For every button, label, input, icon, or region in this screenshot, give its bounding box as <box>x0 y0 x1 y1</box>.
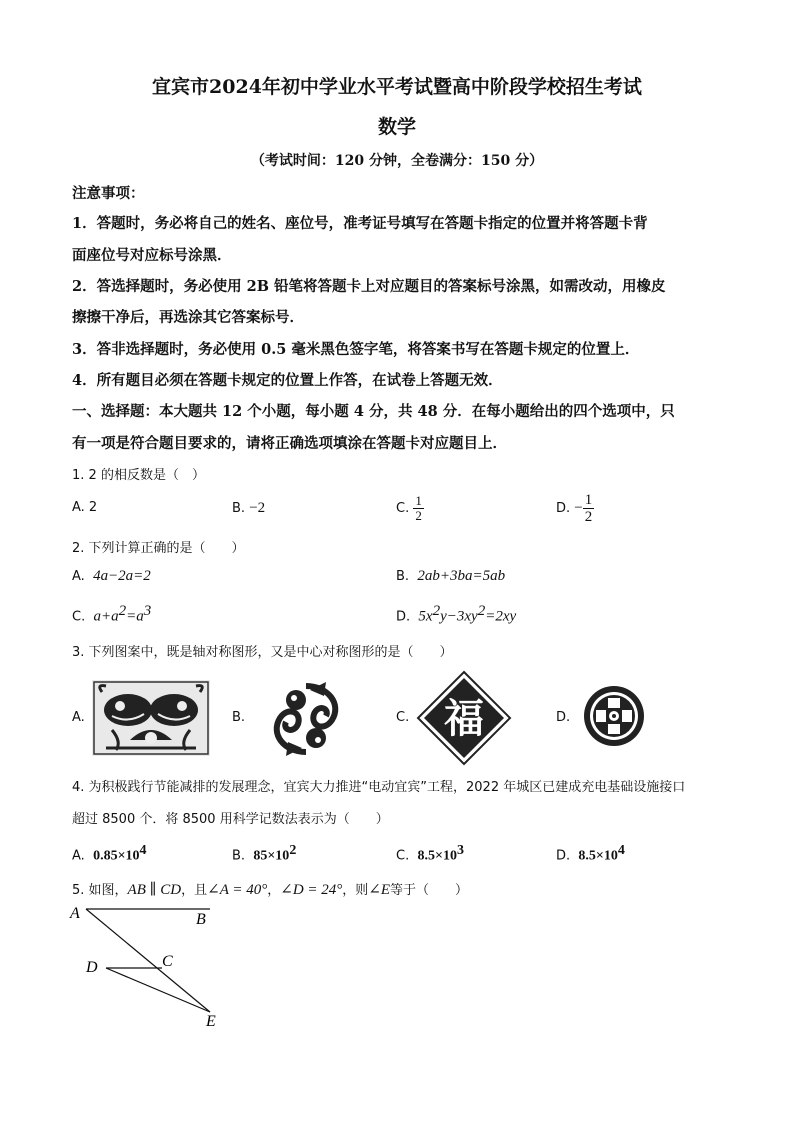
label-a: A <box>70 905 80 922</box>
q2-option-d: D. $5x^2y-3xy^2=2xy$ <box>396 603 517 625</box>
q4-option-d: D. $8.5\times 10^4$ <box>556 843 625 864</box>
section-1-line-1: 一、选择题：本大题共 12 个小题，每小题 4 分，共 48 分．在每小题给出的四个选项中，只 <box>72 403 675 420</box>
q1-option-c: C. $\frac{1}{2}$ <box>396 493 422 523</box>
note-4: 4．所有题目必须在答题卡规定的位置上作答，在试卷上答题无效． <box>72 372 503 389</box>
q4-option-a: A. $0.85\times 10^4$ <box>72 843 147 864</box>
exam-title: 宜宾市2024年初中学业水平考试暨高中阶段学校招生考试 <box>152 76 642 98</box>
fu-character-text: 福 <box>444 695 484 742</box>
q5-geometry-figure <box>66 902 226 1028</box>
subject-title: 数学 <box>377 116 416 138</box>
q2-option-b: B. 2ab+3ba=5ab <box>396 568 506 584</box>
q2-option-c: C. $a+a^2=a^3$ <box>72 603 152 625</box>
q2-stem: 2. 下列计算正确的是（ ） <box>72 541 245 556</box>
q1-option-d: D. − $\frac{1}{2}$ <box>556 492 593 525</box>
q1-stem: 1. 2 的相反数是（ ） <box>72 468 205 483</box>
section-1-line-2: 有一项是符合题目要求的，请将正确选项填涂在答题卡对应题目上． <box>72 435 507 452</box>
q4-stem-line-1: 4. 为积极践行节能减排的发展理念，宜宾大力推进“电动宜宾”工程，2022 年城区已建成充电基础设施接口 <box>72 780 686 795</box>
papercut-swirl-fish-image <box>266 680 346 758</box>
q4-option-c: C. $8.5\times 10^3$ <box>396 843 464 864</box>
q4-option-b: B. $85\times 10^2$ <box>232 843 297 864</box>
fu-character-diamond-image <box>416 670 512 766</box>
note-1-line-2: 面座位号对应标号涂黑． <box>72 247 232 264</box>
note-1-line-1: 1．答题时，务必将自己的姓名、座位号，准考证号填写在答题卡指定的位置并将答题卡背 <box>72 215 648 232</box>
label-d: D <box>86 959 98 976</box>
q3-option-a-label: A. <box>72 710 85 725</box>
note-3: 3．答非选择题时，务必使用 0.5 毫米黑色签字笔，将答案书写在答题卡规定的位置上． <box>72 341 640 358</box>
q3-option-c-label: C. <box>396 710 410 725</box>
label-e: E <box>206 1013 216 1028</box>
note-2-line-2: 擦擦干净后，再选涂其它答案标号． <box>72 309 304 326</box>
segment-ae <box>86 909 210 1012</box>
q3-option-d-label: D. <box>556 710 571 725</box>
q1-option-a: A. 2 <box>72 500 98 515</box>
q2-option-a: A. 4a−2a=2 <box>72 568 151 584</box>
segment-de <box>106 968 210 1012</box>
q5-stem: 5. 如图，AB ∥ CD，且∠A = 40°，∠D = 24°，则∠E等于（ ） <box>72 882 469 898</box>
label-b: B <box>196 911 206 928</box>
q3-option-b-label: B. <box>232 710 246 725</box>
q1-option-b: B. −2 <box>232 500 266 516</box>
exam-info: （考试时间：120 分钟，全卷满分：150 分） <box>250 153 544 169</box>
q4-stem-line-2: 超过 8500 个．将 8500 用科学记数法表示为（ ） <box>72 812 389 827</box>
papercut-fish-pair-image <box>92 680 210 756</box>
label-c: C <box>162 953 173 970</box>
round-medallion-image <box>582 684 646 748</box>
q3-stem: 3. 下列图案中，既是轴对称图形，又是中心对称图形的是（ ） <box>72 645 453 660</box>
notes-heading: 注意事项： <box>72 185 145 202</box>
note-2-line-1: 2．答选择题时，务必使用 2B 铅笔将答题卡上对应题目的答案标号涂黑，如需改动，用橡皮 <box>72 278 666 295</box>
